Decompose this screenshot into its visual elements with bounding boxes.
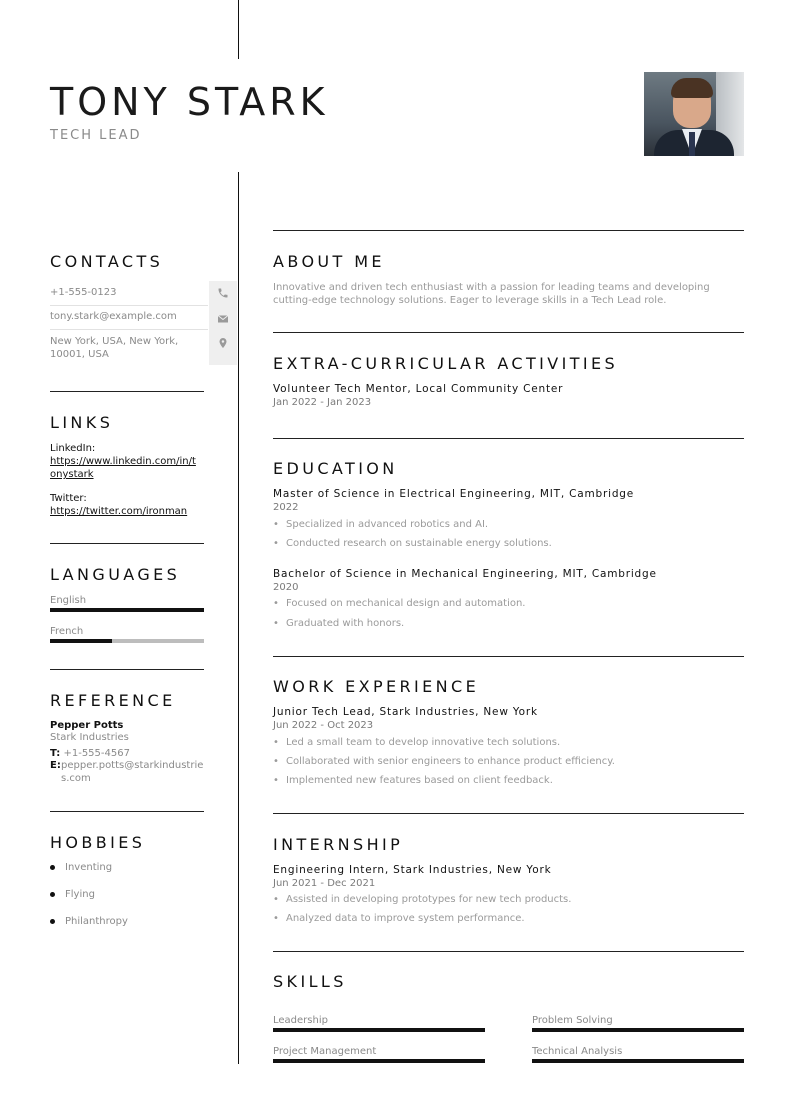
hobby-item: Inventing	[65, 862, 113, 873]
bullet-item: • Graduated with honors.	[273, 618, 405, 629]
linkedin-link[interactable]: https://www.linkedin.com/in/tonystark	[50, 456, 196, 480]
education-heading: EDUCATION	[273, 459, 398, 478]
skill-level-bar	[532, 1059, 744, 1063]
about-heading: ABOUT ME	[273, 252, 385, 271]
bullet-text: Focused on mechanical design and automation.	[286, 598, 526, 609]
bullet-item: • Implemented new features based on client feedback.	[273, 775, 553, 786]
candidate-name: TONY STARK	[50, 80, 329, 124]
bullet-dot	[50, 892, 55, 897]
language-name: English	[50, 595, 87, 606]
skill-level-bar	[273, 1059, 485, 1063]
activity-date: Jan 2022 - Jan 2023	[273, 397, 372, 408]
section-divider	[273, 230, 744, 231]
language-level-fill	[50, 608, 204, 612]
skill-level-fill	[273, 1059, 485, 1063]
skill-name: Technical Analysis	[532, 1046, 623, 1057]
work-title: Junior Tech Lead, Stark Industries, New York	[273, 706, 538, 718]
bullet-dot	[50, 919, 55, 924]
section-divider	[50, 543, 204, 544]
about-text: Innovative and driven tech enthusiast with a passion for leading teams and developing cutting-edge technology solutions. Eager to leverage skills in a Tech Lead role.	[273, 282, 710, 306]
contact-divider	[50, 305, 208, 306]
bullet-item: • Led a small team to develop innovative tech solutions.	[273, 737, 561, 748]
bullet-text: Graduated with honors.	[286, 618, 405, 629]
section-divider	[273, 656, 744, 657]
language-name: French	[50, 626, 84, 637]
language-level-bar	[50, 608, 204, 612]
contact-icon-column	[209, 281, 237, 365]
skill-name: Project Management	[273, 1046, 377, 1057]
skill-level-fill	[273, 1028, 485, 1032]
bullet-text: Implemented new features based on client feedback.	[286, 775, 553, 786]
reference-phone-label: T:	[50, 748, 61, 759]
location-pin-icon	[209, 331, 237, 355]
hobbies-heading: HOBBIES	[50, 833, 146, 852]
reference-email-label-row	[50, 760, 61, 773]
skill-name: Problem Solving	[532, 1015, 613, 1026]
contact-phone: +1-555-0123	[50, 287, 117, 298]
contact-email: tony.stark@example.com	[50, 311, 177, 322]
bullet-text: Conducted research on sustainable energy solutions.	[286, 538, 552, 549]
reference-phone: +1-555-4567	[63, 748, 130, 759]
envelope-icon	[209, 307, 237, 331]
reference-company: Stark Industries	[50, 732, 129, 743]
profile-photo	[644, 72, 744, 156]
reference-heading: REFERENCE	[50, 691, 176, 710]
section-divider	[273, 438, 744, 439]
vertical-divider	[238, 172, 239, 1064]
twitter-label: Twitter:	[50, 493, 87, 504]
skill-level-fill	[532, 1028, 744, 1032]
work-date: Jun 2022 - Oct 2023	[273, 720, 374, 731]
work-heading: WORK EXPERIENCE	[273, 677, 480, 696]
contact-divider	[50, 329, 208, 330]
contact-address: New York, USA, New York, 10001, USA	[50, 336, 179, 360]
bullet-item: • Focused on mechanical design and automation.	[273, 598, 526, 609]
bullet-item: • Conducted research on sustainable energy solutions.	[273, 538, 552, 549]
section-divider	[273, 813, 744, 814]
links-heading: LINKS	[50, 413, 114, 432]
contacts-heading: CONTACTS	[50, 252, 164, 271]
bullet-text: Collaborated with senior engineers to enhance product efficiency.	[286, 756, 615, 767]
reference-phone-row	[50, 748, 130, 761]
reference-email-label: E:	[50, 760, 61, 771]
education-date: 2022	[273, 502, 299, 513]
bullet-text: Led a small team to develop innovative tech solutions.	[286, 737, 561, 748]
activity-title: Volunteer Tech Mentor, Local Community Center	[273, 383, 564, 395]
phone-icon	[209, 281, 237, 305]
bullet-item: • Collaborated with senior engineers to enhance product efficiency.	[273, 756, 615, 767]
internship-title: Engineering Intern, Stark Industries, New York	[273, 864, 552, 876]
hobby-item: Flying	[65, 889, 95, 900]
bullet-item: • Specialized in advanced robotics and AI.	[273, 519, 489, 530]
bullet-item: • Assisted in developing prototypes for new tech products.	[273, 894, 572, 905]
bullet-item: • Analyzed data to improve system performance.	[273, 913, 525, 924]
section-divider	[50, 669, 204, 670]
languages-heading: LANGUAGES	[50, 565, 181, 584]
education-title: Master of Science in Electrical Engineering, MIT, Cambridge	[273, 488, 635, 500]
hobby-item: Philanthropy	[65, 916, 128, 927]
skills-heading: SKILLS	[273, 972, 347, 991]
bullet-dot	[50, 865, 55, 870]
extracurricular-heading: EXTRA-CURRICULAR ACTIVITIES	[273, 354, 619, 373]
reference-name: Pepper Potts	[50, 720, 124, 731]
skill-level-fill	[532, 1059, 744, 1063]
bullet-text: Specialized in advanced robotics and AI.	[286, 519, 489, 530]
linkedin-label: LinkedIn:	[50, 443, 96, 454]
section-divider	[273, 332, 744, 333]
twitter-link[interactable]: https://twitter.com/ironman	[50, 506, 188, 517]
reference-email: pepper.potts@starkindustries.com	[61, 760, 204, 784]
bullet-text: Assisted in developing prototypes for new tech products.	[286, 894, 572, 905]
internship-date: Jun 2021 - Dec 2021	[273, 878, 376, 889]
section-divider	[50, 391, 204, 392]
section-divider	[50, 811, 204, 812]
skill-level-bar	[532, 1028, 744, 1032]
education-date: 2020	[273, 582, 299, 593]
language-level-fill	[50, 639, 112, 643]
internship-heading: INTERNSHIP	[273, 835, 404, 854]
bullet-text: Analyzed data to improve system performance.	[286, 913, 525, 924]
vertical-divider-top	[238, 0, 239, 59]
language-level-bar	[50, 639, 204, 643]
skill-name: Leadership	[273, 1015, 328, 1026]
skill-level-bar	[273, 1028, 485, 1032]
education-title: Bachelor of Science in Mechanical Engineering, MIT, Cambridge	[273, 568, 657, 580]
section-divider	[273, 951, 744, 952]
candidate-role: TECH LEAD	[50, 128, 142, 143]
